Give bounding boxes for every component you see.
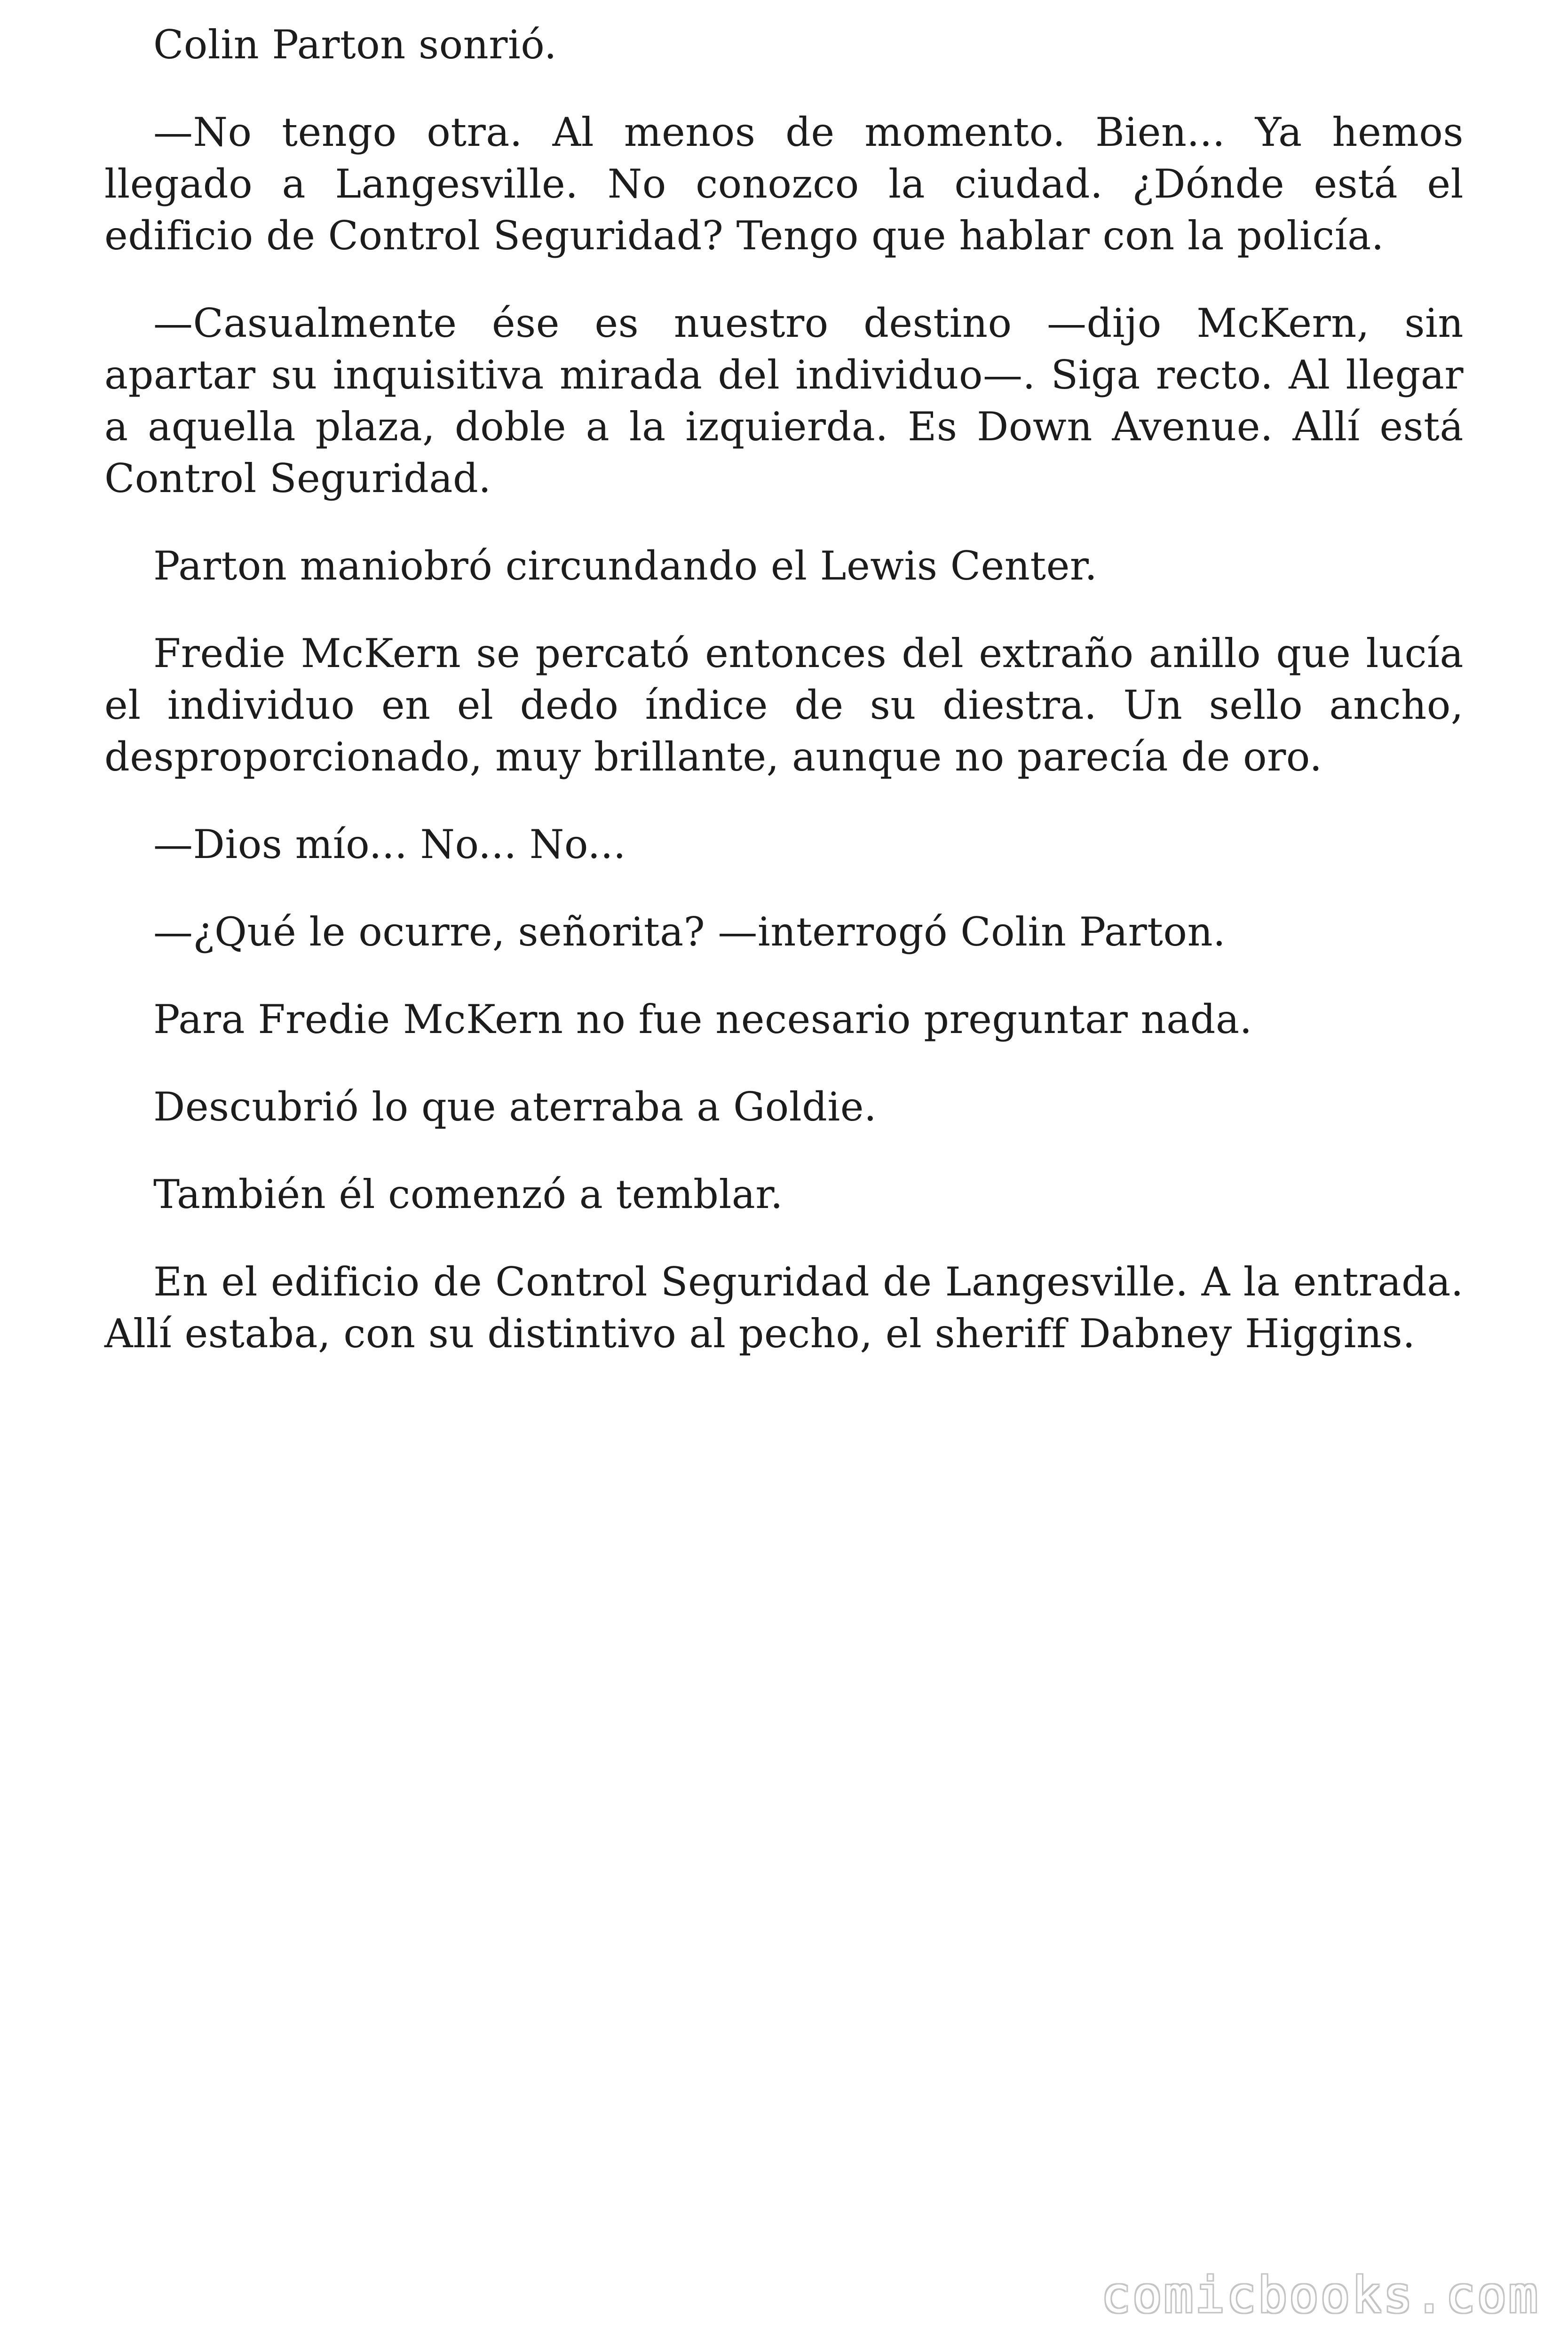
paragraph: Fredie McKern se percató entonces del extraño anillo que lucía el individuo en el dedo índice de su diestra. Un sello ancho, desproporcionado, muy brillante, aunque no parecía de oro. (104, 630, 1464, 780)
paragraph: Descubrió lo que aterraba a Goldie. (153, 1084, 877, 1130)
paragraph: Colin Parton sonrió. (153, 22, 557, 68)
paragraph: —Casualmente ése es nuestro destino —dijo McKern, sin apartar su inquisitiva mirada del individuo—. Siga recto. Al llegar a aquella plaza, doble a la izquierda. Es Down Avenue. Allí está Control Seguridad. (104, 300, 1464, 501)
paragraph: También él comenzó a temblar. (153, 1171, 784, 1217)
watermark: comicbooks.com (1101, 2266, 1540, 2324)
paragraph: —Dios mío... No... No... (153, 821, 626, 867)
paragraph: —No tengo otra. Al menos de momento. Bien... Ya hemos llegado a Langesville. No conozco la ciudad. ¿Dónde está el edificio de Control Seguridad? Tengo que hablar con la policía. (104, 109, 1464, 259)
paragraph: —¿Qué le ocurre, señorita? —interrogó Colin Parton. (153, 909, 1226, 955)
paragraph: Para Fredie McKern no fue necesario preguntar nada. (153, 996, 1252, 1042)
paragraph: En el edificio de Control Seguridad de Langesville. A la entrada. Allí estaba, con su distintivo al pecho, el sheriff Dabney Higgins. (104, 1259, 1464, 1357)
body-text (104, 19, 1464, 1395)
paragraph: Parton maniobró circundando el Lewis Center. (153, 543, 1098, 589)
